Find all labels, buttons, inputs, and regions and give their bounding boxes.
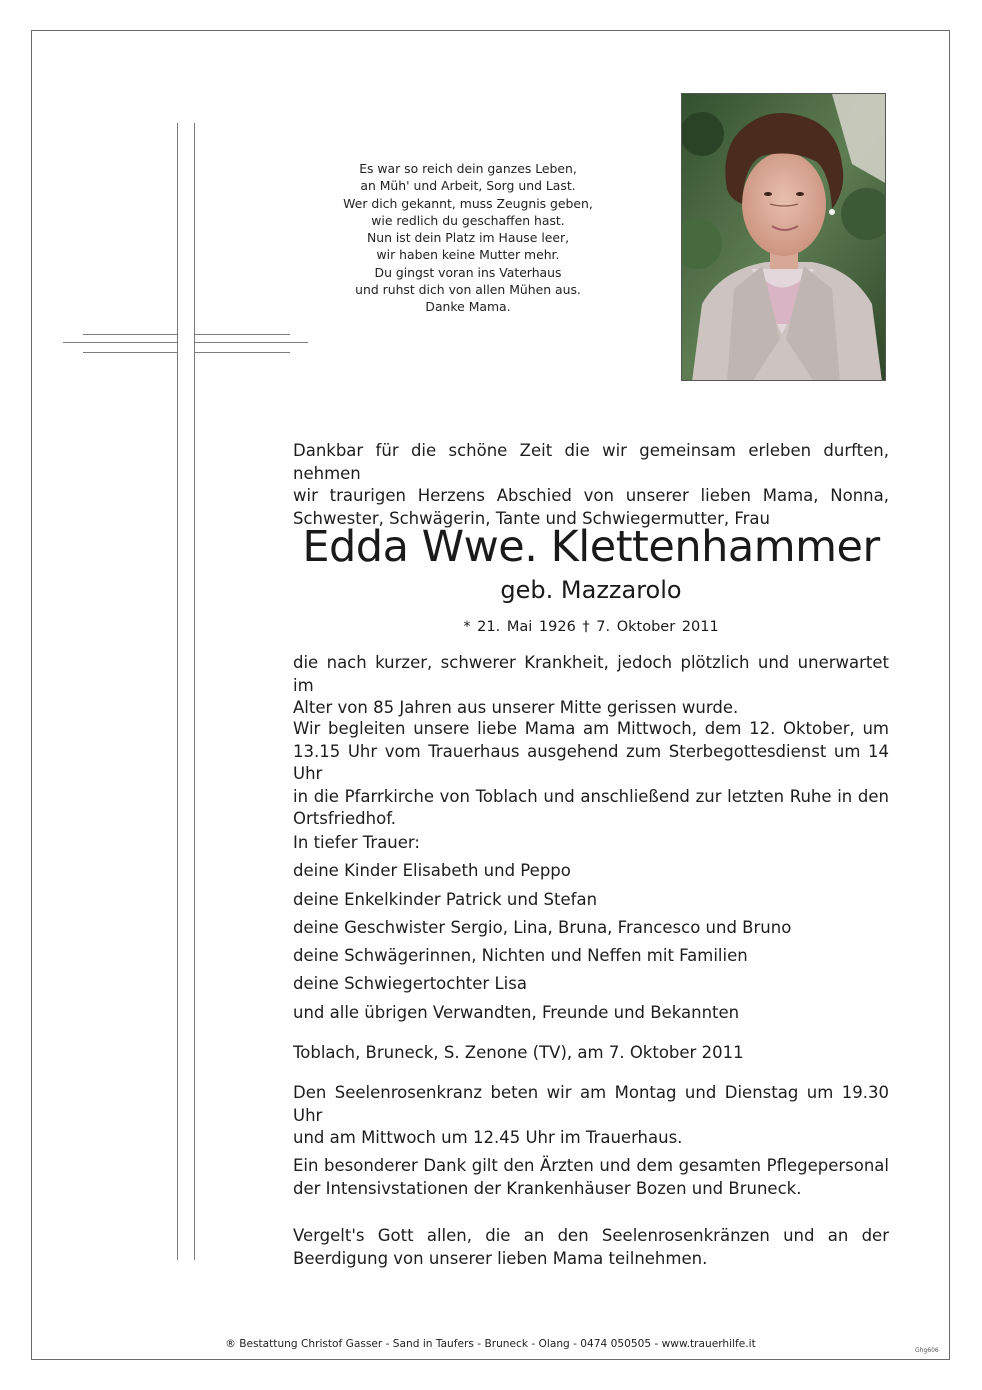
thanks-line: der Intensivstationen der Krankenhäuser Bozen und Bruneck.: [293, 1178, 802, 1198]
footer-imprint: ® Bestattung Christof Gasser - Sand in Taufers - Bruneck - Olang - 0474 050505 - www.trauerhilfe.it: [225, 1338, 756, 1350]
mourner-entry: deine Schwiegertochter Lisa: [293, 974, 527, 994]
closing-line: Vergelt's Gott allen, die an den Seelenrosenkränzen und an der: [293, 1226, 889, 1245]
rosary-line: und am Mittwoch um 12.45 Uhr im Trauerhaus.: [293, 1128, 683, 1148]
life-dates: * 21. Mai 1926 † 7. Oktober 2011: [463, 619, 719, 635]
poem-line: wie redlich du geschaffen hast.: [371, 212, 565, 228]
maiden-name: geb. Mazzarolo: [500, 576, 682, 604]
thanks-line: Ein besonderer Dank gilt den Ärzten und dem gesamten Pflegepersonal: [293, 1156, 889, 1175]
portrait-illustration: [682, 94, 886, 381]
rosary-paragraph: [293, 1082, 889, 1150]
place-date: Toblach, Bruneck, S. Zenone (TV), am 7. Oktober 2011: [293, 1043, 744, 1062]
intro-line: Dankbar für die schöne Zeit die wir gemeinsam erleben durften, nehmen: [293, 441, 889, 483]
closing-line: Beerdigung von unserer lieben Mama teilnehmen.: [293, 1248, 708, 1268]
memorial-poem: [333, 160, 603, 316]
intro-line: wir traurigen Herzens Abschied von unserer lieben Mama, Nonna,: [293, 486, 889, 506]
funeral-line: in die Pfarrkirche von Toblach und anschließend zur letzten Ruhe in den: [293, 786, 889, 806]
circumstances-line: Alter von 85 Jahren aus unserer Mitte gerissen wurde.: [293, 698, 739, 718]
mourner-entry: deine Geschwister Sergio, Lina, Bruna, Francesco und Bruno: [293, 917, 792, 937]
mourner-entry: deine Kinder Elisabeth und Peppo: [293, 861, 571, 881]
mourners-list: [293, 829, 889, 1027]
thanks-paragraph: [293, 1155, 889, 1200]
funeral-line: Wir begleiten unsere liebe Mama am Mittwoch, dem 12. Oktober, um: [293, 719, 889, 738]
poem-line: Wer dich gekannt, muss Zeugnis geben,: [343, 195, 593, 211]
mourner-entry: und alle übrigen Verwandten, Freunde und Bekannten: [293, 1002, 740, 1022]
poem-line: an Müh' und Arbeit, Sorg und Last.: [360, 178, 576, 194]
poem-line: Du gingst voran ins Vaterhaus: [374, 264, 562, 280]
mourner-entry: deine Schwägerinnen, Nichten und Neffen mit Familien: [293, 946, 748, 966]
funeral-paragraph: [293, 718, 889, 831]
mourner-entry: deine Enkelkinder Patrick und Stefan: [293, 889, 598, 909]
portrait-photo: [681, 93, 886, 381]
mourners-heading: In tiefer Trauer:: [293, 833, 420, 852]
rosary-line: Den Seelenrosenkranz beten wir am Montag und Dienstag um 19.30 Uhr: [293, 1083, 889, 1125]
circumstances-paragraph: [293, 652, 889, 720]
document-code: Ghg606: [915, 1347, 939, 1354]
funeral-line: Ortsfriedhof.: [293, 809, 397, 829]
circumstances-line: die nach kurzer, schwerer Krankheit, jedoch plötzlich und unerwartet im: [293, 653, 889, 695]
intro-line: Schwester, Schwägerin, Tante und Schwiegermutter, Frau: [293, 508, 770, 528]
intro-paragraph: [293, 440, 889, 530]
funeral-line: 13.15 Uhr vom Trauerhaus ausgehend zum Sterbegottesdienst um 14 Uhr: [293, 741, 889, 784]
poem-line: Danke Mama.: [425, 299, 511, 315]
poem-line: und ruhst dich von allen Mühen aus.: [355, 282, 581, 298]
poem-line: Es war so reich dein ganzes Leben,: [359, 161, 577, 176]
closing-paragraph: [293, 1225, 889, 1270]
deceased-name: Edda Wwe. Klettenhammer: [302, 522, 880, 572]
poem-line: Nun ist dein Platz im Hause leer,: [366, 230, 570, 246]
poem-line: wir haben keine Mutter mehr.: [376, 247, 560, 263]
